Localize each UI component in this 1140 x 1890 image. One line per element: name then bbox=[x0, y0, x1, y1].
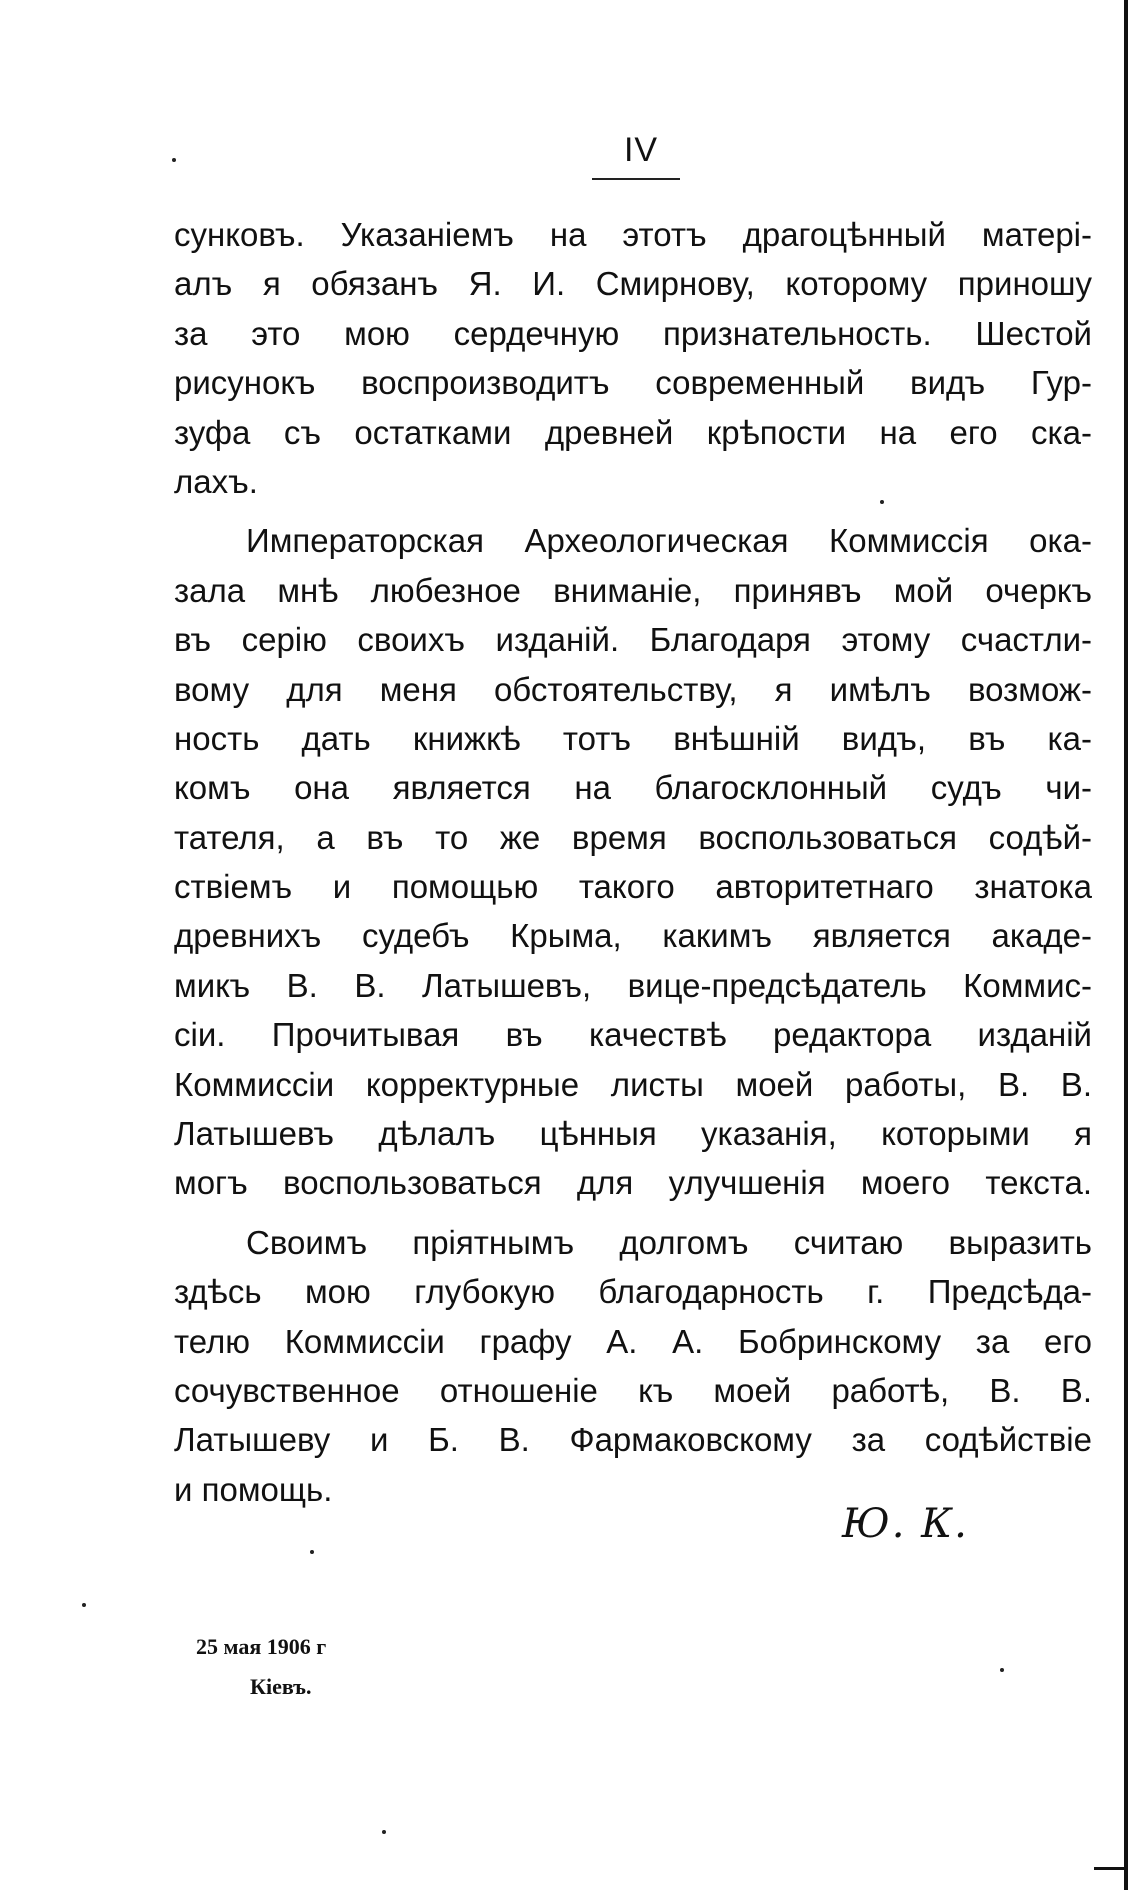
scan-speck bbox=[172, 158, 176, 162]
text-line: лахъ. bbox=[174, 462, 258, 500]
text-line: Своимъ пріятнымъ долгомъ считаю выразить bbox=[246, 1223, 1092, 1261]
text-line: Императорская Археологическая Коммиссія ока- bbox=[246, 522, 1092, 560]
text-line: микъ В. В. Латышевъ, вице-предсѣдатель Коммис- bbox=[174, 966, 1092, 1004]
text-line: Коммиссіи корректурные листы моей работы, В. В. bbox=[174, 1065, 1092, 1103]
text-line: ствіемъ и помощью такого авторитетнаго знатока bbox=[174, 868, 1092, 906]
text-line: зуфа съ остатками древней крѣпости на его ска- bbox=[174, 413, 1092, 451]
text-line: за это мою сердечную признательность. Шестой bbox=[174, 314, 1092, 352]
body-text bbox=[174, 210, 1092, 1514]
text-line: здѣсь мою глубокую благодарность г. Предсѣда- bbox=[174, 1273, 1092, 1311]
text-line: тателя, а въ то же время воспользоваться содѣй- bbox=[174, 818, 1092, 856]
author-signature: Ю. К. bbox=[842, 1501, 969, 1547]
page-number-underline bbox=[592, 178, 680, 180]
scan-speck bbox=[310, 1550, 314, 1554]
date-line: 25 мая 1906 г bbox=[196, 1634, 327, 1659]
text-line: алъ я обязанъ Я. И. Смирнову, которому приношу bbox=[174, 265, 1092, 303]
scan-speck bbox=[880, 500, 884, 504]
text-line: Латышевъ дѣлалъ цѣнныя указанія, которыми я bbox=[174, 1115, 1092, 1153]
text-line: въ серію своихъ изданій. Благодаря этому счастли- bbox=[174, 621, 1092, 659]
text-line: ность дать книжкѣ тотъ внѣшній видъ, въ ка- bbox=[174, 719, 1092, 757]
text-line: комъ она является на благосклонный судъ чи- bbox=[174, 769, 1092, 807]
text-line: сіи. Прочитывая въ качествѣ редактора изданій bbox=[174, 1016, 1092, 1054]
page-edge-line bbox=[1124, 0, 1128, 1890]
scan-speck bbox=[82, 1603, 86, 1607]
text-line: сунковъ. Указаніемъ на этотъ драгоцѣнный матері- bbox=[174, 216, 1092, 253]
text-line: рисунокъ воспроизводитъ современный видъ Гур- bbox=[174, 364, 1092, 402]
text-line: телю Коммиссіи графу А. А. Бобринскому за его bbox=[174, 1322, 1092, 1360]
page-number: IV bbox=[623, 131, 659, 169]
scan-speck bbox=[1000, 1668, 1004, 1672]
text-line: могъ воспользоваться для улучшенія моего текста. bbox=[174, 1164, 1092, 1202]
text-line: вому для меня обстоятельству, я имѣлъ возмож- bbox=[174, 670, 1092, 708]
text-line: зала мнѣ любезное вниманіе, принявъ мой очеркъ bbox=[174, 571, 1092, 609]
text-line: сочувственное отношеніе къ моей работѣ, В. В. bbox=[174, 1371, 1092, 1409]
text-line: Латышеву и Б. В. Фармаковскому за содѣйствіе bbox=[174, 1421, 1092, 1459]
place-line: Кіевъ. bbox=[250, 1674, 312, 1699]
text-line: древнихъ судебъ Крыма, какимъ является акаде- bbox=[174, 917, 1092, 955]
scan-speck bbox=[382, 1830, 386, 1834]
corner-mark bbox=[1094, 1867, 1124, 1870]
text-line: и помощь. bbox=[174, 1470, 333, 1508]
